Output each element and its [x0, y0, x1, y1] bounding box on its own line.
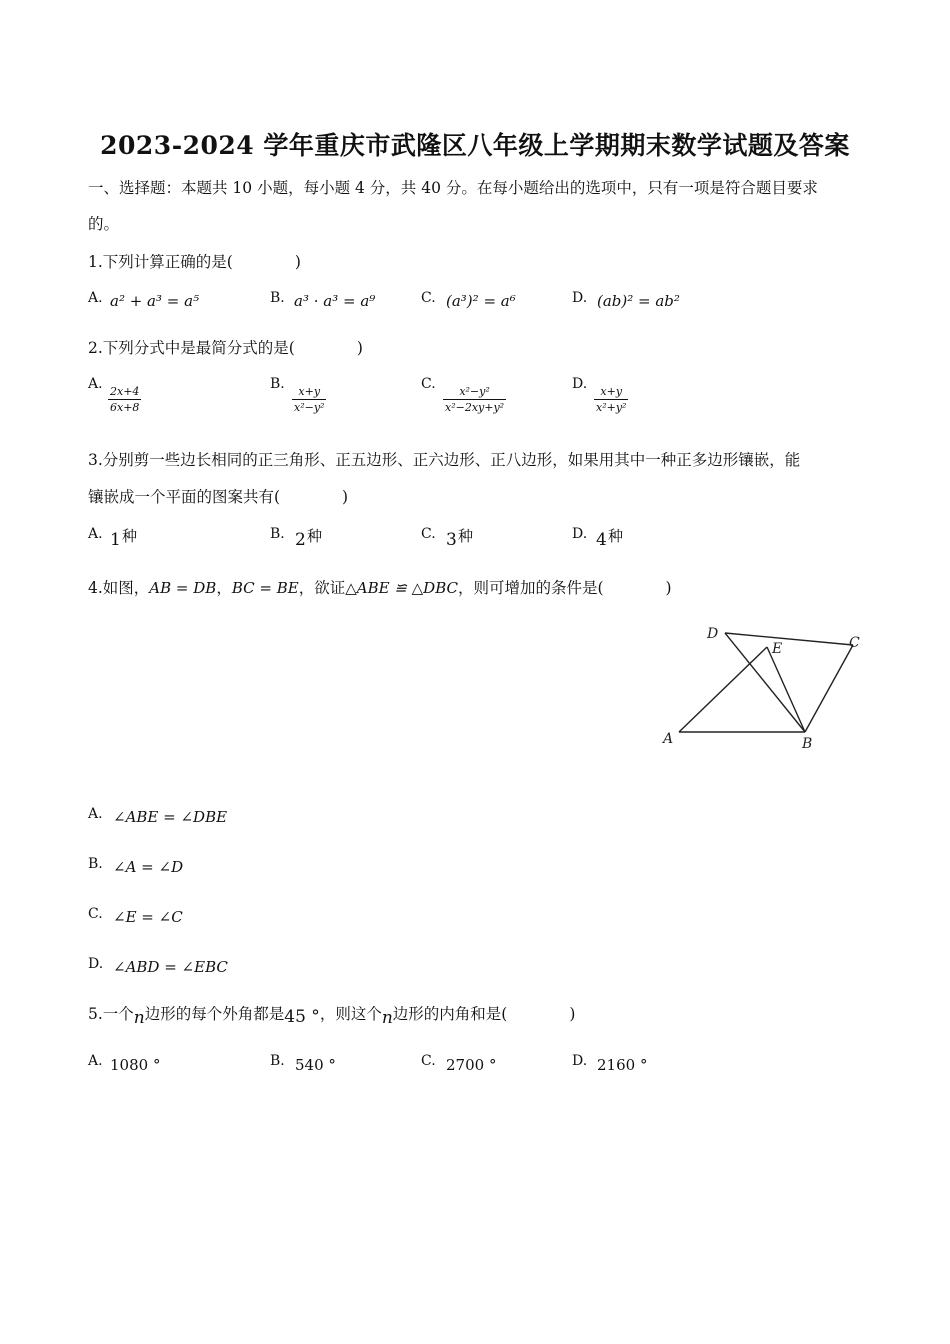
- q2-option-b-denominator: x²−y²: [294, 401, 325, 414]
- question-4-stem: [88, 576, 672, 598]
- q2-option-d: [594, 385, 628, 414]
- segment-dc: [725, 633, 853, 645]
- q2-option-c-denominator: x²−2xy+y²: [445, 401, 505, 414]
- point-label-b: B: [802, 736, 813, 752]
- q4-option-a: ∠ABE = ∠DBE: [113, 808, 228, 826]
- q4-option-b: ∠A = ∠D: [113, 858, 184, 876]
- section-heading-cont: 的。: [88, 215, 120, 233]
- q3-option-b-label: B.: [270, 526, 285, 542]
- q4-prefix: 4.如图，: [88, 579, 150, 597]
- q4-option-d-label: D.: [88, 956, 104, 972]
- question-2-stem: 2.下列分式中是最简分式的是( ): [88, 339, 363, 357]
- q3-option-a-unit: 种: [122, 527, 138, 545]
- q4-geometry-figure: [655, 615, 870, 760]
- q5-n-2: n: [381, 1008, 393, 1028]
- point-label-a: A: [663, 731, 674, 747]
- q5-part-1: 5.一个: [88, 1005, 134, 1023]
- segment-eb: [767, 647, 805, 732]
- q2-option-d-numerator: x+y: [600, 385, 623, 398]
- q5-option-a-label: A.: [88, 1053, 103, 1069]
- point-label-e: E: [772, 641, 783, 657]
- q3-option-a-label: A.: [88, 526, 103, 542]
- q4-option-c: ∠E = ∠C: [113, 908, 183, 926]
- q2-option-a: [108, 385, 141, 414]
- q4-option-c-label: C.: [88, 906, 103, 922]
- q2-option-a-label: A.: [88, 376, 103, 392]
- question-5-stem: [88, 1002, 576, 1028]
- q1-option-c-label: C.: [421, 290, 436, 306]
- q1-option-d: (ab)² = ab²: [597, 292, 680, 310]
- q3-option-d-label: D.: [572, 526, 588, 542]
- q2-option-d-denominator: x²+y²: [596, 401, 627, 414]
- q2-option-c: [443, 385, 506, 414]
- segment-db: [725, 633, 805, 732]
- point-label-d: D: [707, 626, 719, 642]
- q5-option-d-label: D.: [572, 1053, 588, 1069]
- q3-option-a-number: 1: [110, 530, 121, 550]
- q5-part-4: 边形的内角和是( ): [392, 1005, 576, 1023]
- question-3-stem-cont: 镶嵌成一个平面的图案共有( ): [88, 488, 349, 506]
- segment-ae: [679, 647, 767, 732]
- section-heading: 一、选择题：本题共 10 小题，每小题 4 分，共 40 分。在每小题给出的选项中，只有一项是符合题目要求: [88, 179, 818, 197]
- q5-option-d: 2160 °: [597, 1056, 648, 1074]
- q3-option-d-number: 4: [596, 530, 607, 550]
- q1-option-d-label: D.: [572, 290, 588, 306]
- q5-option-c: 2700 °: [446, 1056, 497, 1074]
- page-title: 2023-2024 学年重庆市武隆区八年级上学期期末数学试题及答案: [100, 131, 850, 160]
- q1-option-b-label: B.: [270, 290, 285, 306]
- question-1-stem: 1.下列计算正确的是( ): [88, 253, 301, 271]
- q4-mid: ，欲证: [298, 579, 346, 597]
- q4-congruence: △ABE ≌ △DBC: [345, 579, 458, 597]
- q4-condition-2: BC = BE: [231, 579, 299, 597]
- q3-option-c-label: C.: [421, 526, 436, 542]
- q3-option-b-number: 2: [295, 530, 306, 550]
- q5-option-a: 1080 °: [110, 1056, 161, 1074]
- q1-option-c: (a³)² = a⁶: [446, 292, 516, 310]
- q2-option-b-numerator: x+y: [298, 385, 321, 398]
- segment-cb: [805, 645, 853, 732]
- q2-option-b: [292, 385, 326, 414]
- q3-option-d-unit: 种: [608, 527, 624, 545]
- q1-option-a: a² + a³ = a⁵: [110, 292, 200, 310]
- q1-option-b: a³ · a³ = a⁹: [294, 292, 376, 310]
- q4-option-b-label: B.: [88, 856, 103, 872]
- q5-angle: 45 °: [284, 1007, 320, 1027]
- q5-option-b-label: B.: [270, 1053, 285, 1069]
- point-label-c: C: [849, 635, 860, 651]
- q4-suffix: ，则可增加的条件是( ): [458, 579, 672, 597]
- q4-option-d: ∠ABD = ∠EBC: [113, 958, 228, 976]
- q4-option-a-label: A.: [88, 806, 103, 822]
- q2-option-a-numerator: 2x+4: [110, 385, 140, 398]
- q2-option-d-label: D.: [572, 376, 588, 392]
- q5-part-2: 边形的每个外角都是: [144, 1005, 285, 1023]
- q1-option-a-label: A.: [88, 290, 103, 306]
- q2-option-a-denominator: 6x+8: [110, 401, 140, 414]
- q5-part-3: ，则这个: [319, 1005, 382, 1023]
- q5-option-b: 540 °: [295, 1056, 336, 1074]
- q3-option-b-unit: 种: [307, 527, 323, 545]
- q3-option-c-unit: 种: [458, 527, 474, 545]
- q4-condition-1: AB = DB: [149, 579, 217, 597]
- question-3-stem: 3.分别剪一些边长相同的正三角形、正五边形、正六边形、正八边形，如果用其中一种正多边形镶嵌，能: [88, 451, 801, 469]
- q2-option-c-label: C.: [421, 376, 436, 392]
- q2-option-c-numerator: x²−y²: [459, 385, 490, 398]
- q2-option-b-label: B.: [270, 376, 285, 392]
- q4-separator: ，: [216, 579, 232, 597]
- q5-option-c-label: C.: [421, 1053, 436, 1069]
- q3-option-c-number: 3: [446, 530, 457, 550]
- q5-n-1: n: [133, 1008, 145, 1028]
